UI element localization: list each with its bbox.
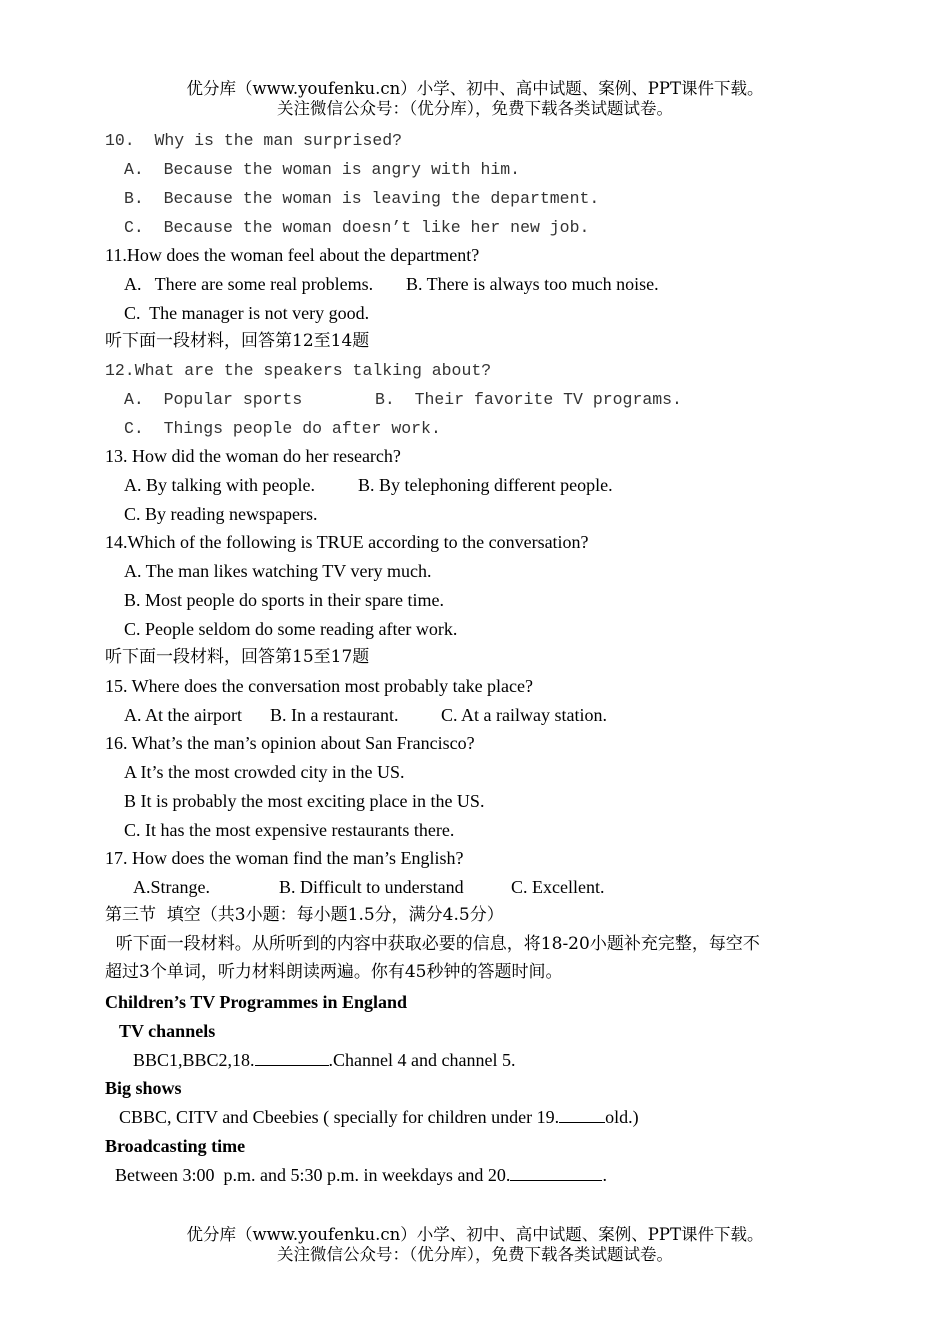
- question-14: 14.Which of the following is TRUE according to the conversation?: [105, 532, 589, 552]
- q16-option-c: C. It has the most expensive restaurants there.: [124, 820, 455, 840]
- question-13: 13. How did the woman do her research?: [105, 446, 401, 466]
- section-3-title: 第三节 填空（共3小题：每小题1.5分，满分4.5分）: [105, 905, 504, 925]
- form-title: Children’s TV Programmes in England: [105, 992, 408, 1012]
- section-heading-15-17: 听下面一段材料，回答第15至17题: [105, 647, 370, 667]
- answer-blank-18[interactable]: [255, 1049, 329, 1066]
- header-line-2: 关注微信公众号：（优分库），免费下载各类试题试卷。: [277, 99, 673, 118]
- q14-option-c: C. People seldom do some reading after work.: [124, 619, 458, 639]
- q17-option-c: C. Excellent.: [511, 877, 605, 897]
- big-shows-heading: Big shows: [105, 1078, 182, 1098]
- q15-option-c: C. At a railway station.: [441, 705, 607, 725]
- header-line-1: 优分库（www.youfenku.cn）小学、初中、高中试题、案例、PPT课件下载。: [186, 79, 764, 98]
- page-footer: [0, 1225, 950, 1265]
- q15-option-a: A. At the airport: [124, 705, 242, 725]
- q17-option-b: B. Difficult to understand: [279, 877, 464, 897]
- tv-channels-heading: TV channels: [119, 1021, 216, 1041]
- time-text-before: Between 3:00 p.m. and 5:30 p.m. in weekdays and 20.: [115, 1165, 511, 1185]
- q13-option-b: B. By telephoning different people.: [358, 475, 613, 495]
- q11-option-b: B. There is always too much noise.: [406, 274, 659, 294]
- tv-channels-line: [133, 1048, 516, 1072]
- channels-text-after: .Channel 4 and channel 5.: [328, 1050, 516, 1070]
- section-heading-12-14: 听下面一段材料，回答第12至14题: [105, 331, 370, 351]
- q11-option-a: A. There are some real problems.: [124, 274, 374, 294]
- section-3-instruction-1: 听下面一段材料。从所听到的内容中获取必要的信息，将18-20小题补充完整，每空不: [105, 934, 760, 954]
- question-10: 10. Why is the man surprised?: [105, 131, 403, 150]
- answer-blank-19[interactable]: [559, 1106, 605, 1123]
- q10-option-a: A. Because the woman is angry with him.: [124, 160, 521, 179]
- question-12: 12.What are the speakers talking about?: [105, 361, 492, 380]
- question-15: 15. Where does the conversation most probably take place?: [105, 676, 534, 696]
- broadcasting-time-line: [115, 1163, 607, 1187]
- big-shows-line: [119, 1105, 639, 1129]
- page-header-top: [0, 79, 950, 119]
- q12-option-b: B. Their favorite TV programs.: [375, 390, 682, 409]
- q16-option-a: A It’s the most crowded city in the US.: [124, 762, 405, 782]
- shows-text-after: old.): [605, 1107, 639, 1127]
- time-text-after: .: [602, 1165, 607, 1185]
- question-17: 17. How does the woman find the man’s English?: [105, 848, 464, 868]
- q10-option-c: C. Because the woman doesn’t like her new job.: [124, 218, 590, 237]
- q14-option-b: B. Most people do sports in their spare time.: [124, 590, 444, 610]
- q12-option-a: A. Popular sports: [124, 390, 303, 409]
- section-3-instruction-2: 超过3个单词，听力材料朗读两遍。你有45秒钟的答题时间。: [105, 962, 563, 982]
- shows-text-before: CBBC, CITV and Cbeebies ( specially for children under 19.: [119, 1107, 560, 1127]
- q12-option-c: C. Things people do after work.: [124, 419, 441, 438]
- q16-option-b: B It is probably the most exciting place in the US.: [124, 791, 485, 811]
- footer-line-2: 关注微信公众号：（优分库），免费下载各类试题试卷。: [277, 1245, 673, 1264]
- broadcasting-time-heading: Broadcasting time: [105, 1136, 246, 1156]
- q15-option-b: B. In a restaurant.: [270, 705, 399, 725]
- question-11: 11.How does the woman feel about the department?: [105, 245, 480, 265]
- footer-line-1: 优分库（www.youfenku.cn）小学、初中、高中试题、案例、PPT课件下载。: [186, 1225, 764, 1244]
- q10-option-b: B. Because the woman is leaving the department.: [124, 189, 600, 208]
- question-16: 16. What’s the man’s opinion about San Francisco?: [105, 733, 475, 753]
- q11-option-c: C. The manager is not very good.: [124, 303, 370, 323]
- q17-option-a: A.Strange.: [133, 877, 210, 897]
- q13-option-a: A. By talking with people.: [124, 475, 315, 495]
- q13-option-c: C. By reading newspapers.: [124, 504, 318, 524]
- channels-text-before: BBC1,BBC2,18.: [133, 1050, 255, 1070]
- q14-option-a: A. The man likes watching TV very much.: [124, 561, 432, 581]
- answer-blank-20[interactable]: [510, 1164, 602, 1181]
